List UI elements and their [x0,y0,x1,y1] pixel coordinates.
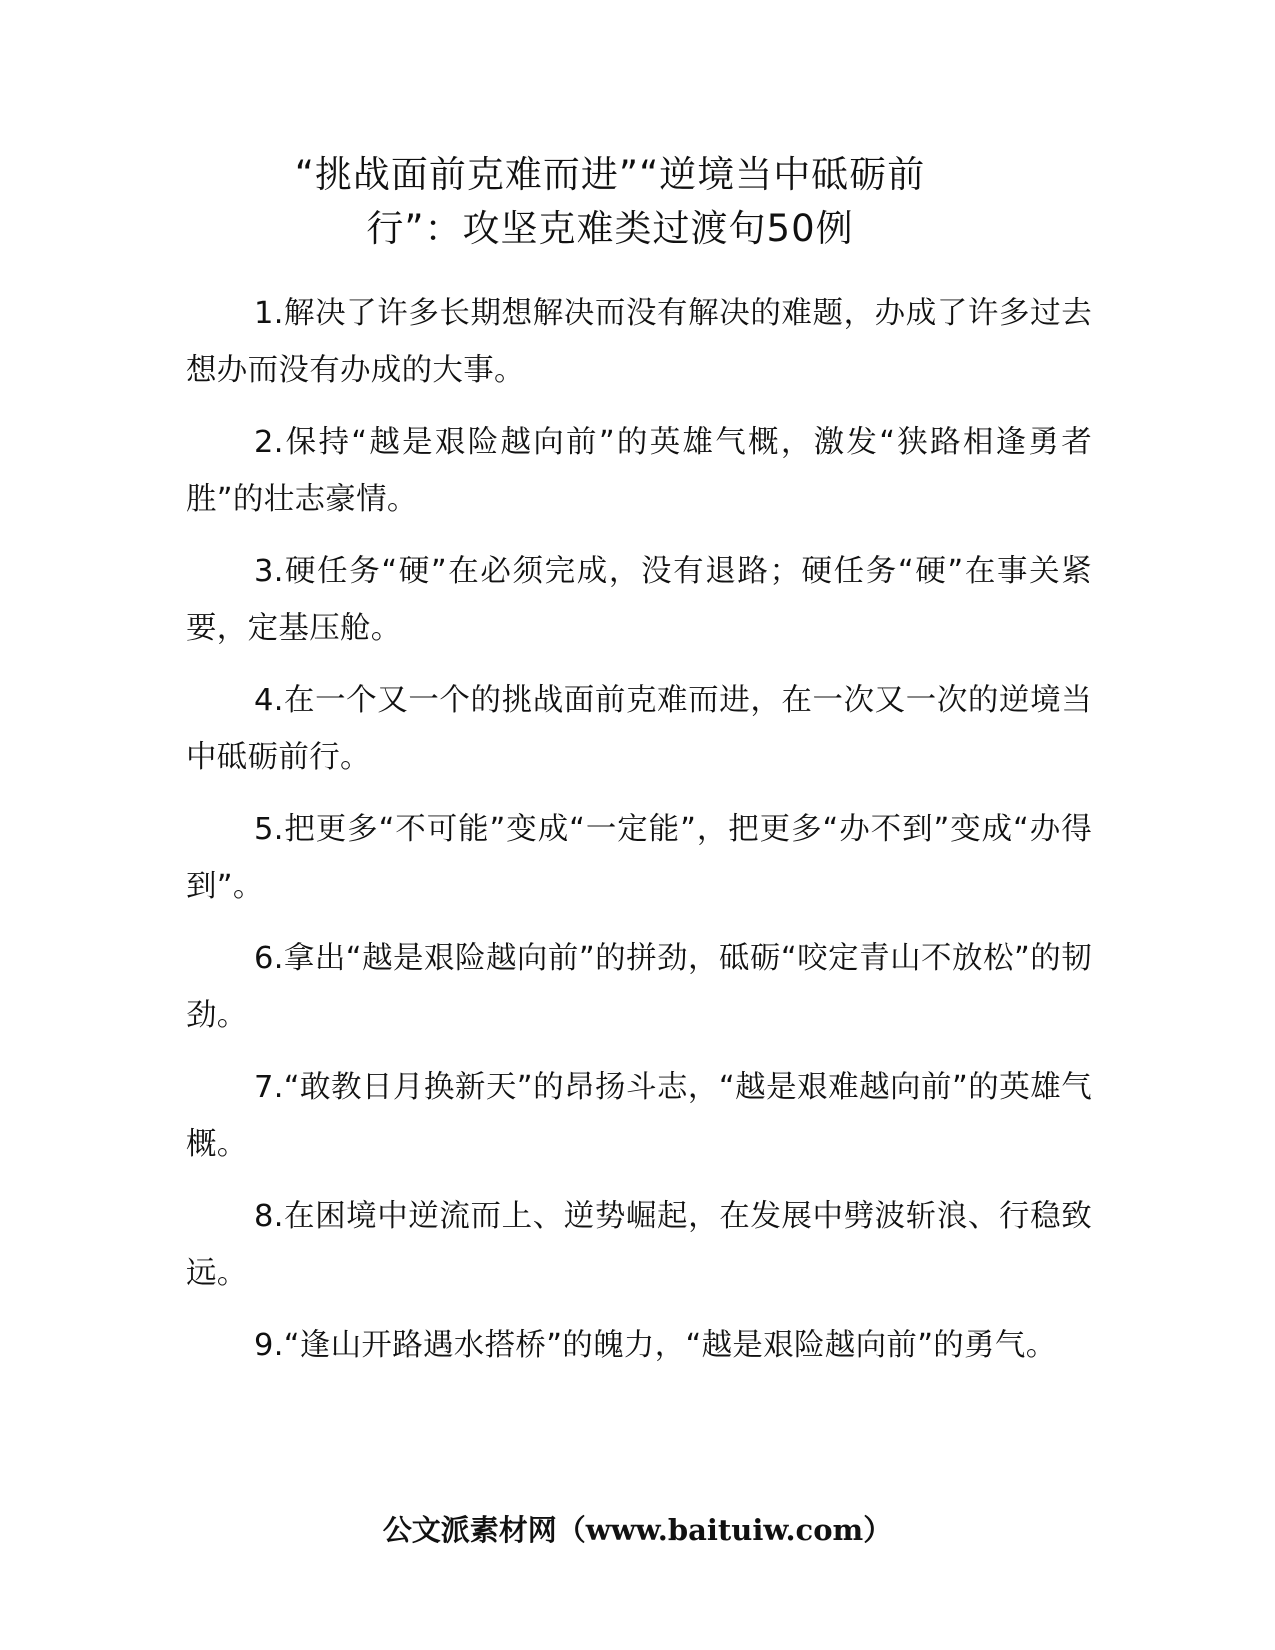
list-item-9: 9.“逢山开路遇水搭桥”的魄力，“越是艰险越向前”的勇气。 [254,1328,1057,1363]
list-item-6: 6.拿出“越是艰险越向前”的拼劲，砥砺“咬定青山不放松”的韧劲。 [186,941,1092,1033]
list-item-8: 8.在困境中逆流而上、逆势崛起，在发展中劈波斩浪、行稳致远。 [186,1199,1092,1291]
title-line-2: 行”：攻坚克难类过渡句50例 [366,207,854,250]
page-footer: 公文派素材网（www.baituiw.com） [382,1513,893,1547]
list-item-7: 7.“敢教日月换新天”的昂扬斗志，“越是艰难越向前”的英雄气概。 [186,1070,1092,1162]
list-item-5: 5.把更多“不可能”变成“一定能”，把更多“办不到”变成“办得到”。 [186,812,1092,904]
list-item-4: 4.在一个又一个的挑战面前克难而进，在一次又一次的逆境当中砥砺前行。 [186,683,1092,775]
list-item-2: 2.保持“越是艰险越向前”的英雄气概，激发“狭路相逢勇者胜”的壮志豪情。 [186,425,1092,517]
item-list [186,285,1092,1389]
document-title [160,148,1060,256]
list-item-1: 1.解决了许多长期想解决而没有解决的难题，办成了许多过去想办而没有办成的大事。 [186,296,1092,388]
title-line-1: “挑战面前克难而进”“逆境当中砥砺前 [294,153,926,196]
list-item-3: 3.硬任务“硬”在必须完成，没有退路；硬任务“硬”在事关紧要，定基压舱。 [186,554,1092,646]
